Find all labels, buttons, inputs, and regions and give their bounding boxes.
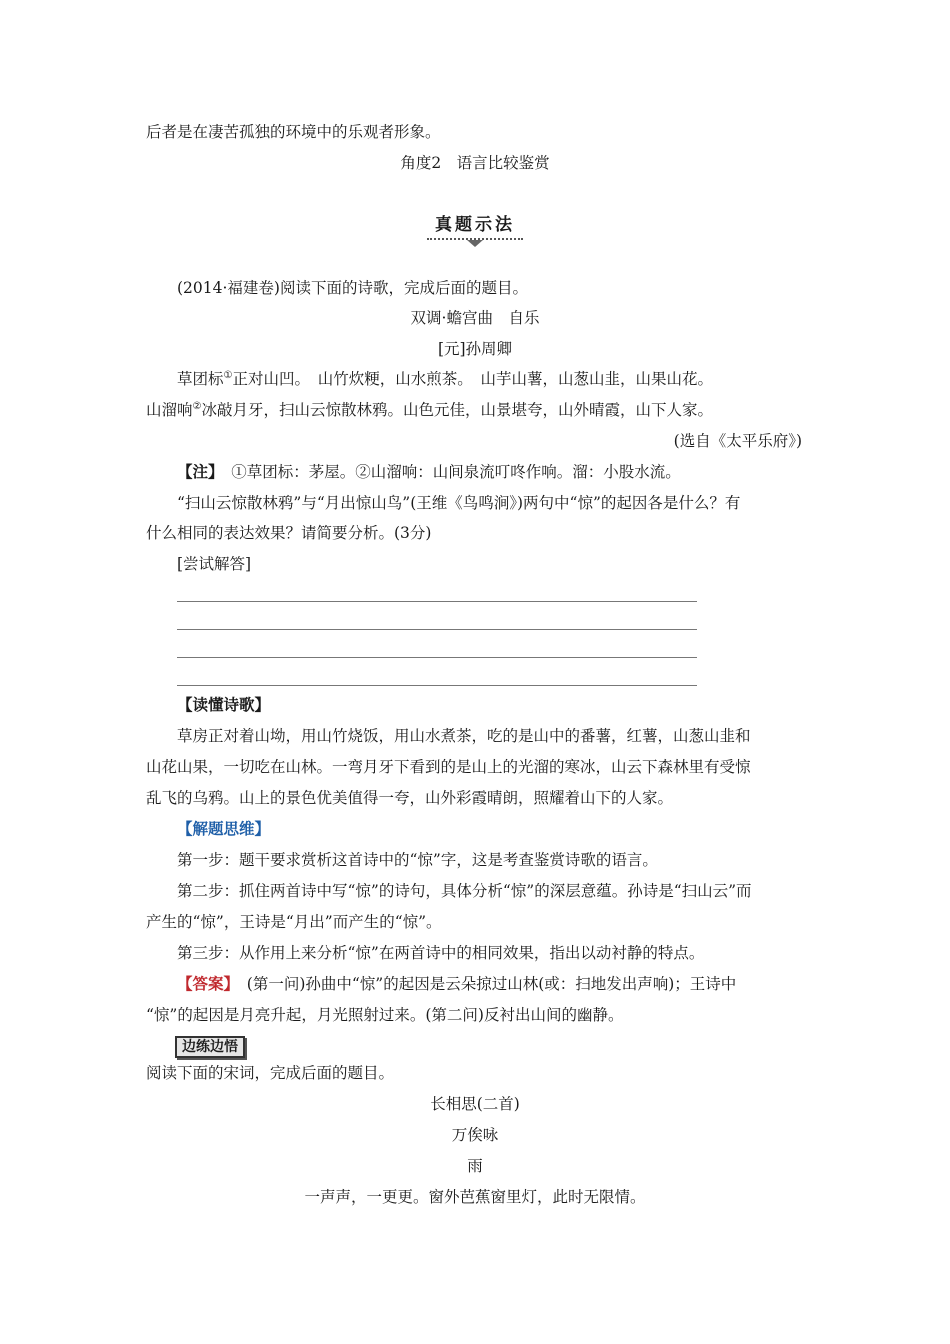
- reading-line-3: 乱飞的乌鸦。山上的景色优美值得一夸，山外彩霞晴朗，照耀着山下的人家。: [146, 789, 674, 807]
- answer-blank-line: [177, 601, 697, 602]
- poem-line-1-end: 正对山凹。 山竹炊粳，山水煎茶。 山芋山薯，山葱山韭，山果山花。: [232, 370, 713, 388]
- note-label: 【注】: [177, 462, 216, 481]
- poem-line-2: [146, 399, 713, 421]
- answer-line-1: [177, 973, 736, 995]
- note-text: ①草团标：茅屋。②山溜响：山间泉流叮咚作响。溜：小股水流。: [215, 463, 681, 481]
- intro-tail-text: 后者是在凄苦孤独的环境中的乐观者形象。: [146, 123, 441, 141]
- note-mark-1: ①: [223, 369, 233, 381]
- prompt-line-2: 什么相同的表达效果？请简要分析。(3分): [146, 524, 432, 542]
- question-source-line: (2014·福建卷)阅读下面的诗歌，完成后面的题目。: [177, 279, 528, 297]
- thinking-step-2a: 第二步：抓住两首诗中写“惊”的诗句，具体分析“惊”的深层意蕴。孙诗是“扫山云”而: [177, 882, 752, 900]
- practice-poem-title: 长相思(二首): [430, 1095, 520, 1113]
- badge-arrow-icon: [467, 240, 483, 247]
- practice-label: 边练边悟: [175, 1036, 245, 1058]
- try-answer-label: [尝试解答]: [177, 555, 252, 573]
- poem-line-1-start: 草团标: [177, 370, 224, 388]
- section-heading: 角度2 语言比较鉴赏: [400, 154, 550, 172]
- practice-poem-author: 万俟咏: [451, 1126, 499, 1144]
- badge-title: 真题示法: [427, 210, 523, 240]
- poem-author: [元]孙周卿: [437, 340, 513, 358]
- answer-label: 【答案】: [177, 974, 232, 993]
- section-badge: [0, 210, 950, 247]
- poem-line-2-end: 冰敲月牙，扫山云惊散林鸦。山色元佳，山景堪夸，山外晴霞，山下人家。: [201, 401, 713, 419]
- practice-poem-line-1: 一声声，一更更。窗外芭蕉窗里灯，此时无限情。: [304, 1188, 646, 1206]
- reading-line-2: 山花山果，一切吃在山林。一弯月牙下看到的是山上的光溜的寒冰，山云下森林里有受惊: [146, 758, 751, 776]
- thinking-step-3: 第三步：从作用上来分析“惊”在两首诗中的相同效果，指出以动衬静的特点。: [177, 944, 705, 962]
- note-mark-2: ②: [192, 400, 202, 412]
- answer-line-2: “惊”的起因是月亮升起，月光照射过来。(第二问)反衬出山间的幽静。: [146, 1006, 624, 1024]
- answer-blank-line: [177, 629, 697, 630]
- thinking-label: 【解题思维】: [177, 819, 271, 838]
- note-line: [177, 461, 681, 483]
- prompt-line-1: “扫山云惊散林鸦”与“月出惊山鸟”(王维《鸟鸣涧》)两句中“惊”的起因各是什么？有: [177, 494, 741, 512]
- answer-blank-line: [177, 685, 697, 686]
- reading-line-1: 草房正对着山坳，用山竹烧饭，用山水煮茶，吃的是山中的番薯，红薯，山葱山韭和: [177, 727, 751, 745]
- poem-line-1: [177, 368, 713, 390]
- practice-poem-subtitle: 雨: [467, 1157, 483, 1175]
- thinking-step-2b: 产生的“惊”，王诗是“月出”而产生的“惊”。: [146, 913, 442, 931]
- answer-text-1: (第一问)孙曲中“惊”的起因是云朵掠过山林(或：扫地发出声响)；王诗中: [231, 975, 737, 993]
- poem-line-2-start: 山溜响: [146, 401, 193, 419]
- answer-blank-line: [177, 657, 697, 658]
- thinking-step-1: 第一步：题干要求赏析这首诗中的“惊”字，这是考查鉴赏诗歌的语言。: [177, 851, 658, 869]
- reading-label: 【读懂诗歌】: [177, 695, 271, 714]
- poem-source: (选自《太平乐府》): [673, 432, 802, 450]
- poem-title: 双调·蟾宫曲 自乐: [410, 309, 540, 327]
- practice-instruction: 阅读下面的宋词，完成后面的题目。: [146, 1064, 395, 1082]
